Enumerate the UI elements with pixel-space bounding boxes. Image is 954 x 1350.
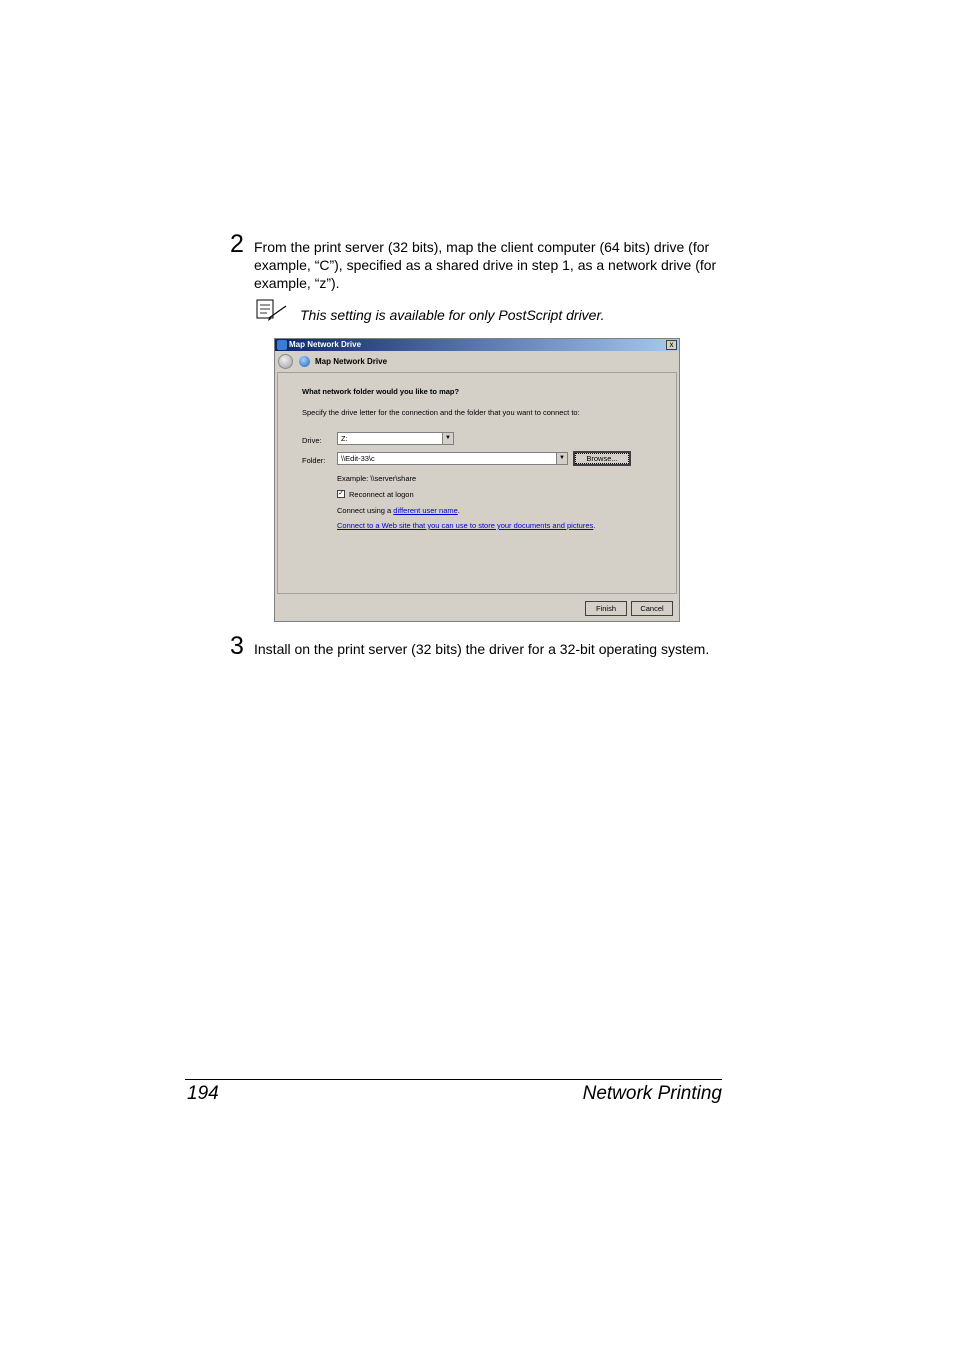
step-3-number: 3 bbox=[230, 632, 244, 660]
connect-different-user-row bbox=[337, 506, 460, 515]
page-number: 194 bbox=[187, 1083, 219, 1104]
note-pencil-icon bbox=[255, 298, 289, 322]
wizard-header-title: Map Network Drive bbox=[315, 357, 388, 366]
note-text: This setting is available for only PostScript driver. bbox=[300, 307, 605, 323]
chevron-down-icon[interactable]: ▼ bbox=[556, 453, 567, 464]
web-site-link[interactable]: Connect to a Web site that you can use to store your documents and pictures bbox=[337, 521, 594, 530]
wizard-content-panel bbox=[277, 372, 677, 594]
website-suffix: . bbox=[593, 521, 596, 530]
different-user-name-link[interactable]: different user name bbox=[393, 506, 458, 515]
network-globe-icon bbox=[299, 356, 310, 367]
wizard-question: What network folder would you like to map? bbox=[302, 387, 460, 396]
finish-button[interactable]: Finish bbox=[585, 601, 627, 616]
folder-combo-value: \\Edit-33\c bbox=[341, 454, 375, 463]
wizard-instruction: Specify the drive letter for the connection and the folder that you want to connect to: bbox=[302, 408, 580, 417]
website-row bbox=[337, 521, 595, 530]
reconnect-checkbox[interactable]: ✓ bbox=[338, 490, 344, 497]
drive-select[interactable] bbox=[337, 432, 454, 445]
chevron-down-icon[interactable]: ▼ bbox=[442, 433, 453, 444]
folder-example: Example: \\server\share bbox=[337, 474, 417, 483]
dialog-title-bar[interactable] bbox=[275, 339, 679, 351]
drive-select-value: Z: bbox=[341, 434, 348, 443]
folder-label: Folder: bbox=[302, 456, 326, 465]
footer-divider bbox=[185, 1079, 722, 1080]
connect-prefix: Connect using a bbox=[337, 506, 394, 515]
folder-combo[interactable] bbox=[337, 452, 568, 465]
drive-label: Drive: bbox=[302, 436, 322, 445]
map-network-drive-dialog bbox=[274, 338, 680, 622]
step-2-text: From the print server (32 bits), map the client computer (64 bits) drive (for example, “C”), specified as a shared drive in step 1, as a network drive (for example, “z”). bbox=[254, 239, 717, 291]
dialog-title: Map Network Drive bbox=[289, 340, 362, 349]
back-arrow-icon[interactable] bbox=[278, 354, 293, 369]
footer-section-title: Network Printing bbox=[582, 1083, 722, 1104]
step-2-number: 2 bbox=[230, 230, 244, 258]
connect-suffix: . bbox=[457, 506, 460, 515]
step-3-text: Install on the print server (32 bits) the driver for a 32-bit operating system. bbox=[254, 641, 710, 657]
browse-button[interactable]: Browse... bbox=[573, 451, 631, 466]
cancel-button[interactable]: Cancel bbox=[631, 601, 673, 616]
reconnect-label[interactable]: Reconnect at logon bbox=[349, 490, 414, 499]
network-drive-icon bbox=[277, 340, 287, 350]
close-button[interactable]: x bbox=[666, 340, 677, 350]
